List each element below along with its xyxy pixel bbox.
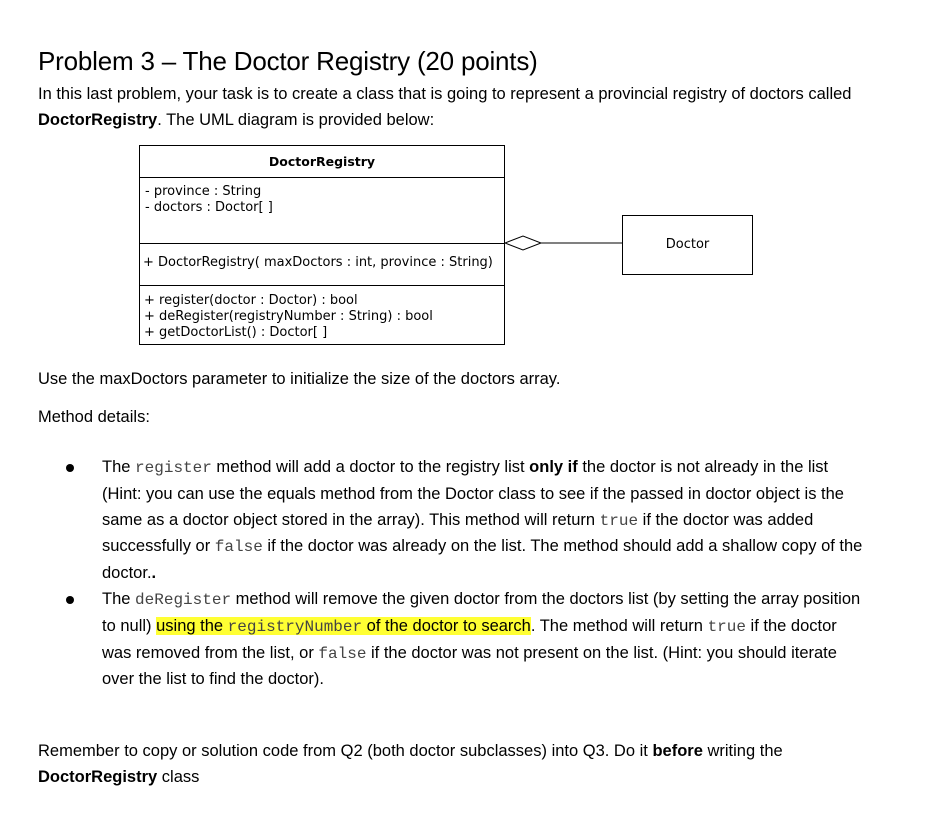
uml-attribute: - province : String (145, 184, 262, 199)
list-item-register (38, 455, 868, 587)
emphasis-class-name: DoctorRegistry (38, 767, 158, 786)
uml-method: + deRegister(registryNumber : String) : bool (144, 309, 433, 324)
page-title: Problem 3 – The Doctor Registry (20 points) (38, 46, 538, 76)
bullet-icon (66, 596, 74, 604)
text: method will remove the given doctor from the doctors list (by setting the array position to null) (102, 589, 861, 635)
code-deregister: deRegister (135, 590, 232, 609)
uml-attributes (140, 178, 504, 244)
emphasis-before: before (652, 742, 703, 760)
text: if the doctor was not present on the list. (Hint: you should iterate over the list to find the doctor). (102, 643, 837, 689)
text: The (102, 589, 136, 608)
code-true: true (599, 511, 639, 530)
text: . (151, 564, 157, 583)
highlighted-text (156, 617, 531, 635)
text: class (157, 767, 200, 786)
text: if the doctor was added successfully or (102, 510, 814, 556)
uml-attribute: - doctors : Doctor[ ] (145, 200, 273, 215)
code-false: false (214, 538, 263, 557)
emphasis-only-if: only if (529, 458, 578, 476)
uml-class-name: DoctorRegistry (140, 146, 504, 178)
uml-methods (140, 286, 504, 341)
uml-class-box (139, 145, 505, 345)
intro-text-end: . The UML diagram is provided below: (157, 110, 435, 129)
code-false: false (318, 644, 367, 663)
method-details-list (38, 455, 868, 693)
code-register: register (135, 459, 212, 477)
code-registry-number: registryNumber (227, 617, 363, 636)
text: if the doctor was removed from the list, or (102, 616, 837, 662)
text: writing the (702, 742, 783, 760)
intro-text: In this last problem, your task is to create a class that is going to represent a provincial registry of doctors called (38, 85, 852, 103)
text: method will add a doctor to the registry list (211, 458, 530, 476)
bullet-icon (66, 464, 74, 472)
uml-doctor-class: Doctor (622, 215, 753, 275)
aggregation-connector (505, 233, 623, 255)
code-true: true (707, 617, 746, 636)
text: . The method will return (530, 616, 708, 635)
usage-note: Use the maxDoctors parameter to initialize the size of the doctors array. (38, 370, 561, 388)
text: the doctor is not already in the list (Hint: you can use the equals method from the Doctor class to see if the passed in doctor object is the same as a doctor object stored in the array). This method will return (102, 458, 844, 529)
intro-paragraph (38, 82, 898, 133)
method-details-heading: Method details: (38, 408, 150, 426)
text: using the (156, 616, 228, 635)
text: if the doctor was already on the list. The method should add a shallow copy of the doctor. (102, 537, 863, 583)
closing-note (38, 739, 898, 790)
text: The (102, 458, 136, 476)
uml-method: + getDoctorList() : Doctor[ ] (144, 325, 328, 340)
aggregation-diamond-icon (505, 236, 541, 250)
list-item-deregister (38, 587, 868, 693)
text: of the doctor to search (362, 616, 531, 635)
uml-constructor: + DoctorRegistry( maxDoctors : int, province : String) (140, 244, 504, 286)
intro-class-name: DoctorRegistry (38, 110, 158, 129)
uml-method: + register(doctor : Doctor) : bool (144, 293, 358, 308)
text: Remember to copy or solution code from Q2 (both doctor subclasses) into Q3. Do it (38, 742, 653, 760)
